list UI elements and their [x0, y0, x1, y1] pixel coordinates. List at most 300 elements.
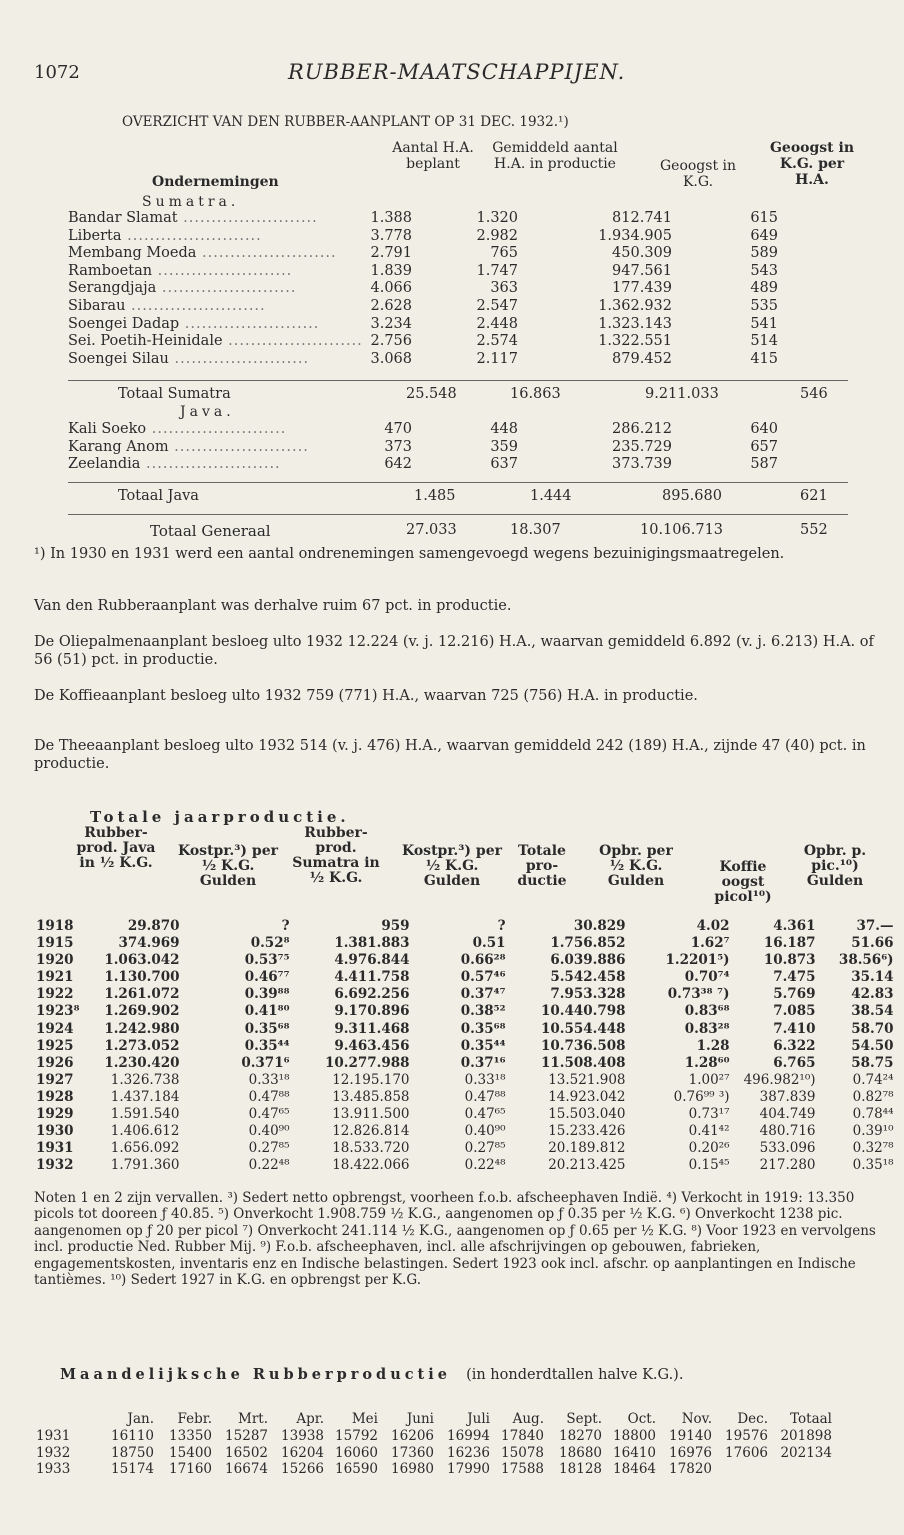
- monthly-cell: 15287: [225, 1427, 268, 1444]
- overview-row: [68, 421, 826, 439]
- annual-cell: 38.54: [851, 1003, 894, 1020]
- annual-year: 1931: [36, 1140, 74, 1157]
- cell-harvest: 286.212: [612, 421, 672, 437]
- cell-harvest: 373.739: [612, 456, 672, 473]
- company-label: Zeelandia: [68, 456, 141, 473]
- annual-row: [36, 1089, 902, 1106]
- cell-productive: 1.320: [476, 210, 518, 226]
- annual-cell: 0.41⁸⁰: [244, 1003, 290, 1020]
- annual-cell: 0.35⁴⁴: [244, 1037, 290, 1054]
- monthly-cell: 15174: [111, 1461, 154, 1478]
- monthly-row: [36, 1461, 832, 1478]
- monthly-header-row: [36, 1411, 832, 1428]
- annual-cell: 0.40⁹⁰: [248, 1123, 290, 1140]
- total-sumatra-row: [118, 386, 231, 402]
- company-label: Kali Soeko: [68, 421, 147, 437]
- cell-planted: 2.791: [370, 245, 412, 262]
- overview-row: [68, 298, 826, 316]
- monthly-corner: [36, 1411, 92, 1428]
- overview-row: [68, 245, 826, 263]
- annual-cell: 0.51: [472, 935, 506, 952]
- annual-row: [36, 918, 902, 935]
- monthly-cell: 15078: [501, 1444, 544, 1461]
- annual-cell: 387.839: [759, 1088, 816, 1105]
- region-label-java: Java.: [180, 404, 235, 420]
- month-header: Totaal: [790, 1411, 832, 1427]
- cell-harvest: 879.452: [612, 350, 672, 367]
- col-header-company: Ondernemingen: [152, 174, 279, 190]
- cell-planted: 2.628: [370, 297, 412, 314]
- annual-cell: 0.39¹⁰: [852, 1123, 894, 1140]
- annual-cell: 37.—: [856, 918, 894, 934]
- annual-cell: 0.57⁴⁶: [460, 969, 506, 986]
- company-label: Liberta: [68, 227, 122, 244]
- annual-year: 1932: [36, 1157, 74, 1174]
- cell-productive: 359: [490, 438, 518, 455]
- cell-harvest: 947.561: [612, 262, 672, 279]
- company-label: Bandar Slamat: [68, 210, 178, 226]
- annual-cell: 1.656.092: [110, 1140, 180, 1157]
- cell-productive: 2.117: [476, 350, 518, 367]
- page-number: 1072: [34, 62, 80, 83]
- annual-cell: 374.969: [118, 935, 180, 952]
- annual-row: [36, 986, 902, 1003]
- company-label: Serangdjaja: [68, 280, 157, 297]
- cell-per_ha: 489: [750, 280, 778, 297]
- annual-cell: 0.74²⁴: [852, 1071, 894, 1088]
- annual-cell: 0.41⁴²: [688, 1123, 730, 1140]
- annual-cell: 16.187: [763, 935, 816, 952]
- annual-cell: 0.38⁵²: [460, 1003, 506, 1020]
- month-header: Aug.: [512, 1411, 544, 1427]
- overview-row: [68, 439, 826, 457]
- company-name: [68, 210, 368, 228]
- monthly-cell: 18128: [559, 1461, 602, 1478]
- leader-dots: ........................: [177, 210, 318, 226]
- annual-cell: 9.311.468: [334, 1020, 410, 1037]
- total-java-per-ha: 621: [800, 488, 828, 504]
- annual-cell: 0.47⁸⁸: [248, 1088, 290, 1105]
- company-label: Soengei Silau: [68, 350, 169, 367]
- grand-total-per-ha: 552: [800, 522, 828, 538]
- monthly-cell: 15792: [335, 1427, 378, 1444]
- annual-cell: 0.83²⁸: [684, 1020, 730, 1037]
- cell-per_ha: 415: [750, 350, 778, 367]
- cell-harvest: 1.323.143: [598, 315, 672, 332]
- annual-cell: ?: [281, 918, 290, 934]
- annual-cell: 14.923.042: [548, 1088, 626, 1105]
- cell-productive: 1.747: [476, 262, 518, 279]
- company-name: [68, 333, 368, 351]
- annual-cell: 1.273.052: [104, 1037, 180, 1054]
- monthly-cell: [712, 1461, 768, 1478]
- cell-planted: 470: [384, 421, 412, 437]
- annual-cell: 13.485.858: [332, 1088, 410, 1105]
- monthly-cell: 16674: [225, 1461, 268, 1478]
- annual-cell: 12.195.170: [332, 1071, 410, 1088]
- monthly-cell: 16976: [669, 1444, 712, 1461]
- paragraph-4: De Theeaanplant besloeg ulto 1932 514 (v. j. 476) H.A., waarvan gemiddeld 242 (189) H.A., zijnde 47 (40) pct. in productie.: [34, 738, 866, 772]
- grand-total-label: Totaal Generaal: [150, 522, 271, 540]
- annual-year: 1915: [36, 935, 74, 952]
- annual-cell: 6.692.256: [334, 986, 410, 1003]
- annual-cell: 5.542.458: [550, 969, 626, 986]
- annual-col-2: Rubber-prod. Sumatra in ½ K.G.: [292, 825, 380, 886]
- company-label: Membang Moeda: [68, 245, 197, 262]
- company-name: [68, 228, 368, 246]
- monthly-cell: 16994: [447, 1427, 490, 1444]
- company-name: [68, 316, 368, 334]
- cell-harvest: 1.362.932: [598, 297, 672, 314]
- annual-cell: 533.096: [759, 1140, 816, 1157]
- annual-cell: 51.66: [851, 935, 894, 952]
- annual-cell: 1.406.612: [110, 1123, 180, 1140]
- annual-cell: 10.277.988: [324, 1054, 410, 1071]
- company-name: [68, 351, 368, 369]
- monthly-cell: 16204: [281, 1444, 324, 1461]
- annual-cell: 20.189.812: [548, 1140, 626, 1157]
- annual-cell: 0.47⁶⁵: [464, 1106, 506, 1123]
- annual-cell: 13.911.500: [332, 1106, 410, 1123]
- company-name: [68, 263, 368, 281]
- annual-cell: 11.508.408: [540, 1054, 626, 1071]
- monthly-cell: 17990: [447, 1461, 490, 1478]
- annual-cell: 15.503.040: [548, 1106, 626, 1123]
- annual-notes: Noten 1 en 2 zijn vervallen. ³) Sedert netto opbrengst, voorheen f.o.b. afscheephaven Indië. ⁴) Verkocht in 1919: 13.350 picols tot dooreen ƒ 40.85. ⁵) Onverkocht 1.908.759 ½ K.G., aangenomen op ƒ 0.35 per ½ K.G. ⁶) Onverkocht 1238 pic. aangenomen op ƒ 20 per picol ⁷) Onverkocht 241.114 ½ K.G., aangenomen op ƒ 0.65 per ½ K.G. ⁸) Voor 1923 en vervolgens incl. productie Ned. Rubber Mij. ⁹) F.o.b. afscheephaven, incl. alle afschrijvingen op gebouwen, fabrieken, engagementskosten, inventaris enz en Indische belastingen. Sedert 1923 ook incl. afschr. op aanplantingen en Indische tantièmes. ¹⁰) Sedert 1927 in K.G. en opbrengst per K.G.: [34, 1190, 876, 1289]
- leader-dots: ........................: [196, 245, 337, 262]
- annual-cell: 1.28⁶⁰: [684, 1054, 730, 1071]
- cell-productive: 363: [490, 280, 518, 297]
- annual-cell: 1.381.883: [334, 935, 410, 952]
- annual-row: [36, 952, 902, 969]
- monthly-cell: 17606: [725, 1444, 768, 1461]
- annual-row: [36, 1123, 902, 1140]
- grand-total-productive: 18.307: [510, 522, 561, 538]
- annual-table: [36, 918, 902, 1174]
- monthly-row: [36, 1428, 832, 1445]
- monthly-cell: 17820: [669, 1461, 712, 1478]
- cell-per_ha: 615: [750, 210, 778, 226]
- annual-row: [36, 1055, 902, 1072]
- total-sumatra-label: Totaal Sumatra: [118, 386, 231, 402]
- overview-row: [68, 333, 826, 351]
- annual-cell: 9.463.456: [334, 1037, 410, 1054]
- monthly-year: 1932: [36, 1444, 71, 1461]
- annual-row: [36, 1072, 902, 1089]
- annual-cell: 1.62⁷: [690, 935, 730, 952]
- annual-cell: 20.213.425: [548, 1157, 626, 1174]
- monthly-row: [36, 1445, 832, 1462]
- month-header: Juni: [406, 1411, 434, 1427]
- total-java-productive: 1.444: [530, 488, 572, 504]
- month-header: Oct.: [627, 1411, 656, 1427]
- month-header: Sept.: [566, 1411, 602, 1427]
- paragraph-2: De Oliepalmenaanplant besloeg ulto 1932 12.224 (v. j. 12.216) H.A., waarvan gemiddeld 6.892 (v. j. 6.213) H.A. of 56 (51) pct. in productie.: [34, 634, 874, 668]
- annual-cell: ?: [497, 918, 506, 934]
- annual-year: 1920: [36, 952, 74, 969]
- annual-row: [36, 1140, 902, 1157]
- annual-title: Totale jaarproductie.: [90, 808, 350, 826]
- annual-col-0: Rubber-prod. Java in ½ K.G.: [76, 825, 156, 871]
- annual-cell: 0.22⁴⁸: [248, 1157, 290, 1174]
- total-java-label: Totaal Java: [118, 488, 199, 504]
- col-header-planted: Aantal H.A. beplant: [392, 140, 474, 172]
- cell-planted: 2.756: [370, 333, 412, 350]
- cell-per_ha: 640: [750, 421, 778, 437]
- annual-cell: 4.361: [773, 918, 816, 934]
- annual-cell: 1.791.360: [110, 1157, 180, 1174]
- cell-productive: 2.982: [476, 227, 518, 244]
- annual-year: 1918: [36, 918, 74, 934]
- leader-dots: ........................: [121, 227, 262, 244]
- monthly-cell: 18800: [613, 1427, 656, 1444]
- monthly-title-unit: (in honderdtallen halve K.G.).: [466, 1367, 684, 1383]
- total-sumatra-productive: 16.863: [510, 386, 561, 402]
- monthly-cell: 18680: [559, 1444, 602, 1461]
- annual-cell: 6.039.886: [550, 952, 626, 969]
- annual-cell: 10.554.448: [540, 1020, 626, 1037]
- leader-dots: ........................: [125, 297, 266, 314]
- total-sumatra-harvest: 9.211.033: [645, 386, 719, 402]
- annual-cell: 1.28: [696, 1037, 730, 1054]
- region-label-sumatra: Sumatra.: [142, 194, 240, 210]
- annual-cell: 0.37⁴⁷: [460, 986, 506, 1003]
- company-label: Sei. Poetih-Heinidale: [68, 333, 223, 350]
- annual-cell: 1.242.980: [104, 1020, 180, 1037]
- annual-cell: 9.170.896: [334, 1003, 410, 1020]
- overview-rule-2: [68, 482, 848, 483]
- annual-cell: 0.83⁶⁸: [684, 1003, 730, 1020]
- grand-total-planted: 27.033: [406, 522, 457, 538]
- annual-cell: 404.749: [759, 1106, 816, 1123]
- annual-cell: 15.233.426: [548, 1123, 626, 1140]
- annual-row: [36, 1003, 902, 1020]
- leader-dots: ........................: [222, 333, 363, 350]
- cell-harvest: 235.729: [612, 438, 672, 455]
- annual-cell: 0.35¹⁸: [852, 1157, 894, 1174]
- annual-cell: 1.230.420: [104, 1054, 180, 1071]
- company-name: [68, 298, 368, 316]
- annual-cell: 42.83: [851, 986, 894, 1003]
- annual-cell: 6.765: [773, 1054, 816, 1071]
- monthly-cell: 13938: [281, 1427, 324, 1444]
- cell-planted: 3.234: [370, 315, 412, 332]
- cell-productive: 2.574: [476, 333, 518, 350]
- annual-cell: 0.22⁴⁸: [464, 1157, 506, 1174]
- overview-rule-3: [68, 514, 848, 515]
- cell-productive: 637: [490, 456, 518, 473]
- annual-cell: 0.47⁶⁵: [248, 1106, 290, 1123]
- annual-cell: 0.35⁶⁸: [244, 1020, 290, 1037]
- annual-cell: 4.02: [696, 918, 730, 934]
- monthly-cell: 17360: [391, 1444, 434, 1461]
- annual-cell: 0.33¹⁸: [464, 1071, 506, 1088]
- annual-cell: 480.716: [759, 1123, 816, 1140]
- annual-cell: 12.826.814: [332, 1123, 410, 1140]
- company-label: Sibarau: [68, 297, 126, 314]
- leader-dots: ........................: [168, 438, 309, 455]
- annual-year: 1921: [36, 969, 74, 986]
- cell-planted: 1.388: [370, 210, 412, 226]
- total-java-planted: 1.485: [414, 488, 456, 504]
- leader-dots: ........................: [140, 456, 281, 473]
- leader-dots: ........................: [168, 350, 310, 367]
- annual-cell: 1.437.184: [110, 1088, 180, 1105]
- monthly-title: [60, 1366, 683, 1383]
- cell-productive: 2.448: [476, 315, 518, 332]
- annual-cell: 6.322: [773, 1037, 816, 1054]
- annual-cell: 1.269.902: [104, 1003, 180, 1020]
- monthly-title-main: Maandelijksche Rubberproductie: [60, 1366, 451, 1383]
- annual-cell: 29.870: [127, 918, 180, 934]
- monthly-cell: 16236: [447, 1444, 490, 1461]
- annual-cell: 1.261.072: [104, 986, 180, 1003]
- month-header: Dec.: [737, 1411, 768, 1427]
- monthly-cell: 201898: [780, 1427, 832, 1444]
- col-header-productive: Gemiddeld aantal H.A. in productie: [492, 140, 618, 172]
- annual-cell: 0.35⁴⁴: [460, 1037, 506, 1054]
- annual-col-7: Opbr. p. pic.¹⁰) Gulden: [803, 843, 867, 889]
- cell-planted: 3.068: [370, 350, 412, 367]
- monthly-cell: 13350: [169, 1427, 212, 1444]
- annual-col-3: Kostpr.³) per ½ K.G. Gulden: [401, 843, 502, 889]
- annual-col-6: Koffie oogst picol¹⁰): [714, 859, 772, 905]
- leader-dots: ........................: [156, 280, 297, 297]
- monthly-cell: 17840: [501, 1427, 544, 1444]
- annual-row: [36, 1021, 902, 1038]
- annual-cell: 0.47⁸⁸: [464, 1088, 506, 1105]
- annual-year: 1922: [36, 986, 74, 1003]
- col-header-harvest: Geoogst in K.G.: [659, 158, 737, 190]
- overview-rule-1: [68, 380, 848, 381]
- annual-cell: 0.35⁶⁸: [460, 1020, 506, 1037]
- annual-row: [36, 1157, 902, 1174]
- annual-cell: 0.70⁷⁴: [684, 969, 730, 986]
- cell-productive: 2.547: [476, 297, 518, 314]
- overview-row: [68, 456, 826, 474]
- paragraph-1: Van den Rubberaanplant was derhalve ruim 67 pct. in productie.: [34, 598, 512, 614]
- overview-row: [68, 263, 826, 281]
- annual-cell: 0.371⁶: [241, 1054, 290, 1071]
- overview-title: OVERZICHT VAN DEN RUBBER-AANPLANT OP 31 DEC. 1932.¹): [122, 114, 569, 130]
- annual-row: [36, 969, 902, 986]
- monthly-table: [36, 1411, 832, 1478]
- month-header: Jan.: [127, 1411, 154, 1427]
- annual-cell: 7.085: [773, 1003, 816, 1020]
- grand-total-harvest: 10.106.713: [640, 522, 724, 538]
- month-header: Febr.: [177, 1411, 212, 1427]
- cell-planted: 3.778: [370, 227, 412, 244]
- cell-per_ha: 541: [750, 315, 778, 332]
- annual-year: 1927: [36, 1071, 74, 1088]
- leader-dots: ........................: [146, 421, 287, 437]
- monthly-cell: 16110: [111, 1427, 154, 1444]
- monthly-cell: 18750: [111, 1444, 154, 1461]
- cell-planted: 4.066: [370, 280, 412, 297]
- annual-row: [36, 935, 902, 952]
- cell-per_ha: 587: [750, 456, 778, 473]
- annual-cell: 0.76⁹⁹ ³): [673, 1088, 730, 1105]
- annual-year: 1926: [36, 1054, 74, 1071]
- overview-row: [68, 351, 826, 369]
- annual-cell: 0.40⁹⁰: [464, 1123, 506, 1140]
- annual-cell: 18.422.066: [332, 1157, 410, 1174]
- overview-row: [68, 228, 826, 246]
- cell-per_ha: 535: [750, 297, 778, 314]
- annual-cell: 58.75: [851, 1054, 894, 1071]
- annual-cell: 7.475: [773, 969, 816, 986]
- annual-cell: 0.66²⁸: [460, 952, 506, 969]
- annual-cell: 4.976.844: [334, 952, 410, 969]
- annual-cell: 10.873: [763, 952, 816, 969]
- annual-cell: 0.33¹⁸: [248, 1071, 290, 1088]
- total-sumatra-planted: 25.548: [406, 386, 457, 402]
- annual-cell: 496.982¹⁰): [743, 1071, 816, 1088]
- company-name: [68, 421, 368, 439]
- overview-row: [68, 316, 826, 334]
- cell-productive: 448: [490, 421, 518, 437]
- monthly-cell: 17588: [501, 1461, 544, 1478]
- monthly-cell: 16206: [391, 1427, 434, 1444]
- annual-col-1: Kostpr.³) per ½ K.G. Gulden: [177, 843, 278, 889]
- annual-year: 1928: [36, 1088, 74, 1105]
- leader-dots: ........................: [179, 315, 320, 332]
- cell-per_ha: 514: [750, 333, 778, 350]
- monthly-year: 1931: [36, 1427, 71, 1444]
- monthly-cell: 16980: [391, 1461, 434, 1478]
- cell-productive: 765: [490, 245, 518, 262]
- annual-cell: 13.521.908: [548, 1071, 626, 1088]
- annual-cell: 0.73¹⁷: [688, 1106, 730, 1123]
- cell-per_ha: 657: [750, 438, 778, 455]
- annual-year: 1924: [36, 1020, 74, 1037]
- cell-per_ha: 589: [750, 245, 778, 262]
- annual-cell: 1.326.738: [110, 1071, 180, 1088]
- annual-cell: 1.130.700: [104, 969, 180, 986]
- annual-cell: 0.78⁴⁴: [852, 1106, 894, 1123]
- cell-harvest: 1.934.905: [598, 227, 672, 244]
- monthly-cell: [768, 1461, 832, 1478]
- month-header: Juli: [467, 1411, 490, 1427]
- cell-harvest: 450.309: [612, 245, 672, 262]
- total-sumatra-per-ha: 546: [800, 386, 828, 402]
- annual-cell: 0.15⁴⁵: [688, 1157, 730, 1174]
- annual-cell: 0.27⁸⁵: [248, 1140, 290, 1157]
- monthly-cell: 19140: [669, 1427, 712, 1444]
- monthly-cell: 18464: [613, 1461, 656, 1478]
- company-name: [68, 439, 368, 457]
- cell-planted: 642: [384, 456, 412, 473]
- annual-cell: 0.82⁷⁸: [852, 1088, 894, 1105]
- annual-cell: 7.410: [773, 1020, 816, 1037]
- overview-row: [68, 210, 826, 228]
- monthly-cell: 17160: [169, 1461, 212, 1478]
- annual-row: [36, 1106, 902, 1123]
- annual-col-4: Totale pro-ductie: [517, 843, 567, 889]
- annual-row: [36, 1038, 902, 1055]
- cell-planted: 373: [384, 438, 412, 455]
- company-label: Karang Anom: [68, 438, 169, 455]
- annual-cell: 7.953.328: [550, 986, 626, 1003]
- cell-harvest: 177.439: [612, 280, 672, 297]
- monthly-cell: 16590: [335, 1461, 378, 1478]
- annual-cell: 0.73³⁸ ⁷): [667, 986, 730, 1003]
- annual-cell: 10.736.508: [540, 1037, 626, 1054]
- cell-harvest: 1.322.551: [598, 333, 672, 350]
- total-java-harvest: 895.680: [662, 488, 722, 504]
- annual-cell: 1.756.852: [550, 935, 626, 952]
- company-label: Ramboetan: [68, 262, 153, 279]
